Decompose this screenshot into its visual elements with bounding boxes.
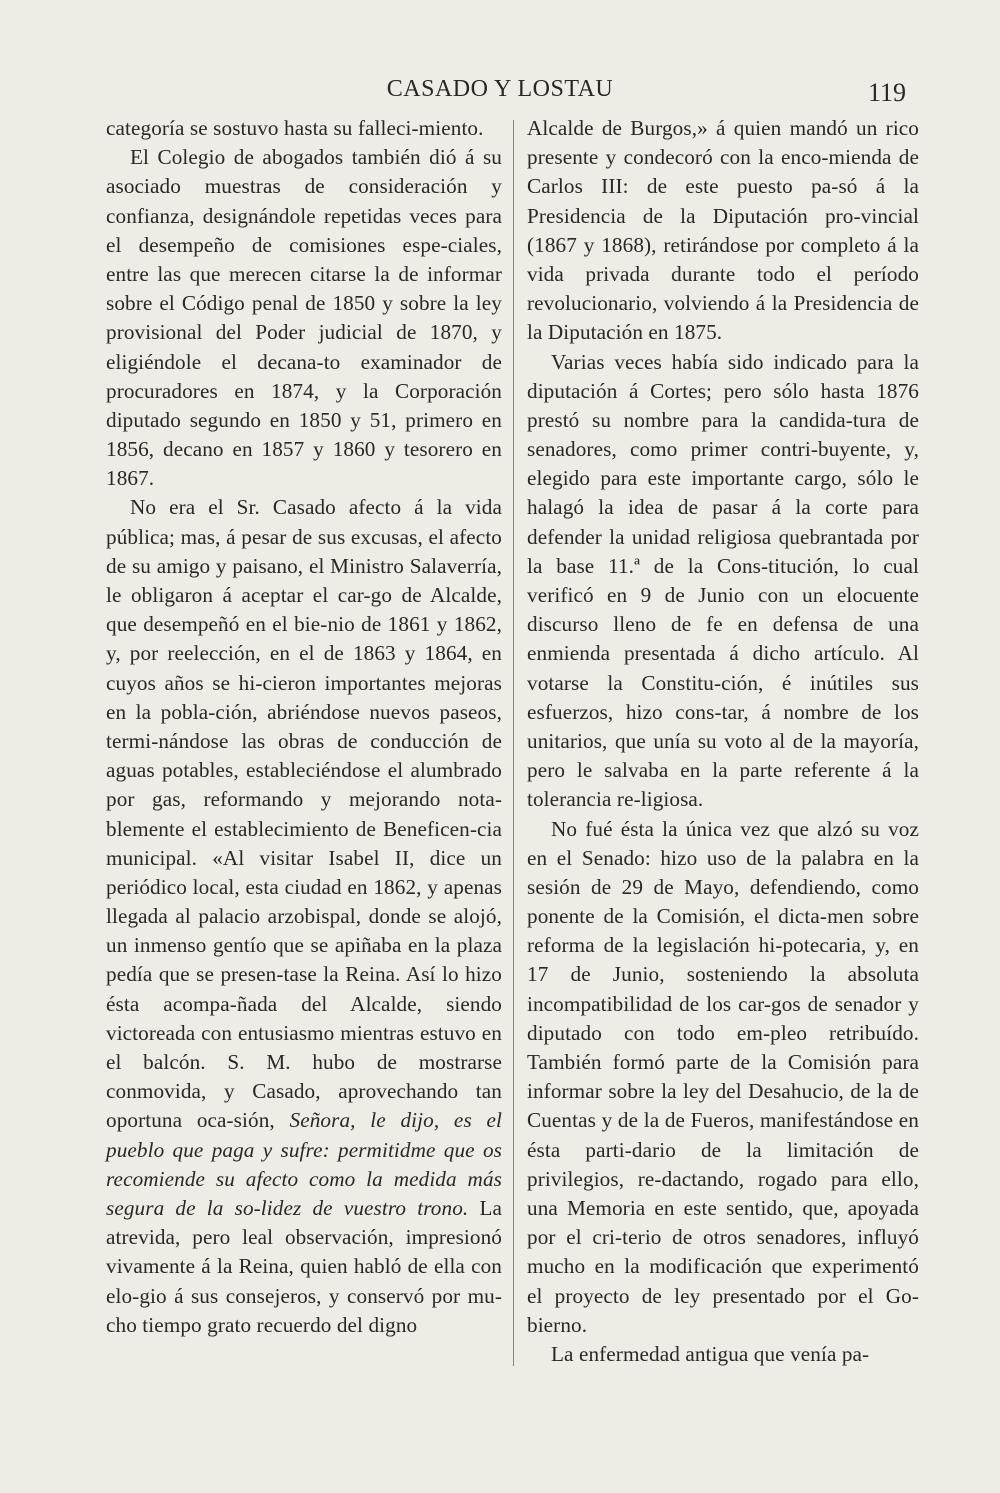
paragraph: El Colegio de abogados también dió á su asociado muestras de consideración y confianza, designándole repetidas veces para el desempeño de comisiones espe-ciales, entre las que merecen citarse la de informar sobre el Código penal de 1850 y sobre la ley provisional del Poder judicial de 1870, y eligiéndole el decana-to examinador de procuradores en 1874, y la Corporación diputado segundo en 1850 y 51, primero en 1856, decano en 1857 y 1860 y tesorero en 1867. bbox=[106, 145, 502, 491]
page-number: 119 bbox=[868, 78, 907, 107]
column-divider bbox=[513, 120, 514, 1366]
right-column bbox=[527, 114, 919, 1369]
paragraph: categoría se sostuvo hasta su falleci-miento. bbox=[106, 116, 484, 140]
paragraph: La enfermedad antigua que venía pa- bbox=[551, 1341, 870, 1366]
paragraph bbox=[106, 493, 502, 1339]
paragraph: Alcalde de Burgos,» á quien mandó un rico presente y condecoró con la enco-mienda de Carlos III: de este puesto pa-só á la Presidencia de la Diputación pro-vincial (1867 y 1868), retirándose por completo á la vida privada durante todo el período revolucionario, volviendo á la Presidencia de la Diputación en 1875. bbox=[527, 116, 919, 345]
paragraph: Varias veces había sido indicado para la diputación á Cortes; pero sólo hasta 1876 prestó su nombre para la candida-tura de senadores, como primer contri-buyente, y, elegido para este importante cargo, sólo le halagó la idea de pasar á la corte para defender la unidad religiosa quebrantada por la base 11.ª de la Cons-titución, lo cual verificó en 9 de Junio con un elocuente discurso lleno de fe en defensa de una enmienda presentada á dicho artículo. Al votarse la Constitu-ción, é inútiles sus esfuerzos, hizo cons-tar, á nombre de los unitarios, que unía su voto al de la mayoría, pero le salvaba en la parte referente á la tolerancia re-ligiosa. bbox=[527, 349, 919, 812]
paragraph: No fué ésta la única vez que alzó su voz en el Senado: hizo uso de la palabra en la sesión de 29 de Mayo, defendiendo, como ponente de la Comisión, el dicta-men sobre reforma de la legislación hi-potecaria, y, en 17 de Junio, sosteniendo la absoluta incompatibilidad de los car-gos de senador y diputado con todo em-pleo retribuído. También formó parte de la Comisión para informar sobre la ley del Desahucio, de la de Cuentas y de la de Fueros, manifestándose en ésta parti-dario de la limitación de privilegios, re-dactando, rogado para ello, una Memoria en este sentido, que, apoyada por el cri-terio de otros senadores, influyó mucho en la modificación que experimentó el proyecto de ley presentado por el Go-bierno. bbox=[527, 816, 919, 1337]
left-column bbox=[106, 114, 502, 1340]
italic-quote: Señora, le dijo, es el pueblo que paga y sufre: permitidme que os recomiende su afecto como la medida más segura de la so-lidez de vuestro trono. bbox=[106, 1108, 502, 1220]
paragraph-text: No era el Sr. Casado afecto á la vida pública; mas, á pesar de sus excusas, el afecto de su amigo y paisano, el Ministro Salaverría, le obligaron á aceptar el car-go de Alcalde, que desempeñó en el bie-nio de 1861 y 1862, y, por reelección, en el de 1863 y 1864, en cuyos años se hi-cieron importantes mejoras en la pobla-ción, abriéndose nuevos paseos, termi-nándose las obras de conducción de aguas potables, estableciéndose el alumbrado por gas, reformando y mejorando nota-blemente el establecimiento de Beneficen-cia municipal. «Al visitar Isabel II, dice un periódico local, esta ciudad en 1862, y apenas llegada al palacio arzobispal, donde se alojó, un inmenso gentío que se apiñaba en la plaza pedía que se presen-tase la Reina. Así lo hizo ésta acompa-ñada del Alcalde, siendo victoreada con entusiasmo mientras estuvo en el balcón. S. M. hubo de mostrarse conmovida, y Casado, aprovechando tan oportuna oca-sión, bbox=[106, 495, 502, 1133]
paragraph-text: La atrevida, pero leal observación, impresionó vivamente á la Reina, quien habló de ella con elo-gio á sus consejeros, y conservó por mu-cho tiempo grato recuerdo del digno bbox=[106, 1195, 502, 1337]
running-header: CASADO Y LOSTAU bbox=[386, 76, 614, 102]
